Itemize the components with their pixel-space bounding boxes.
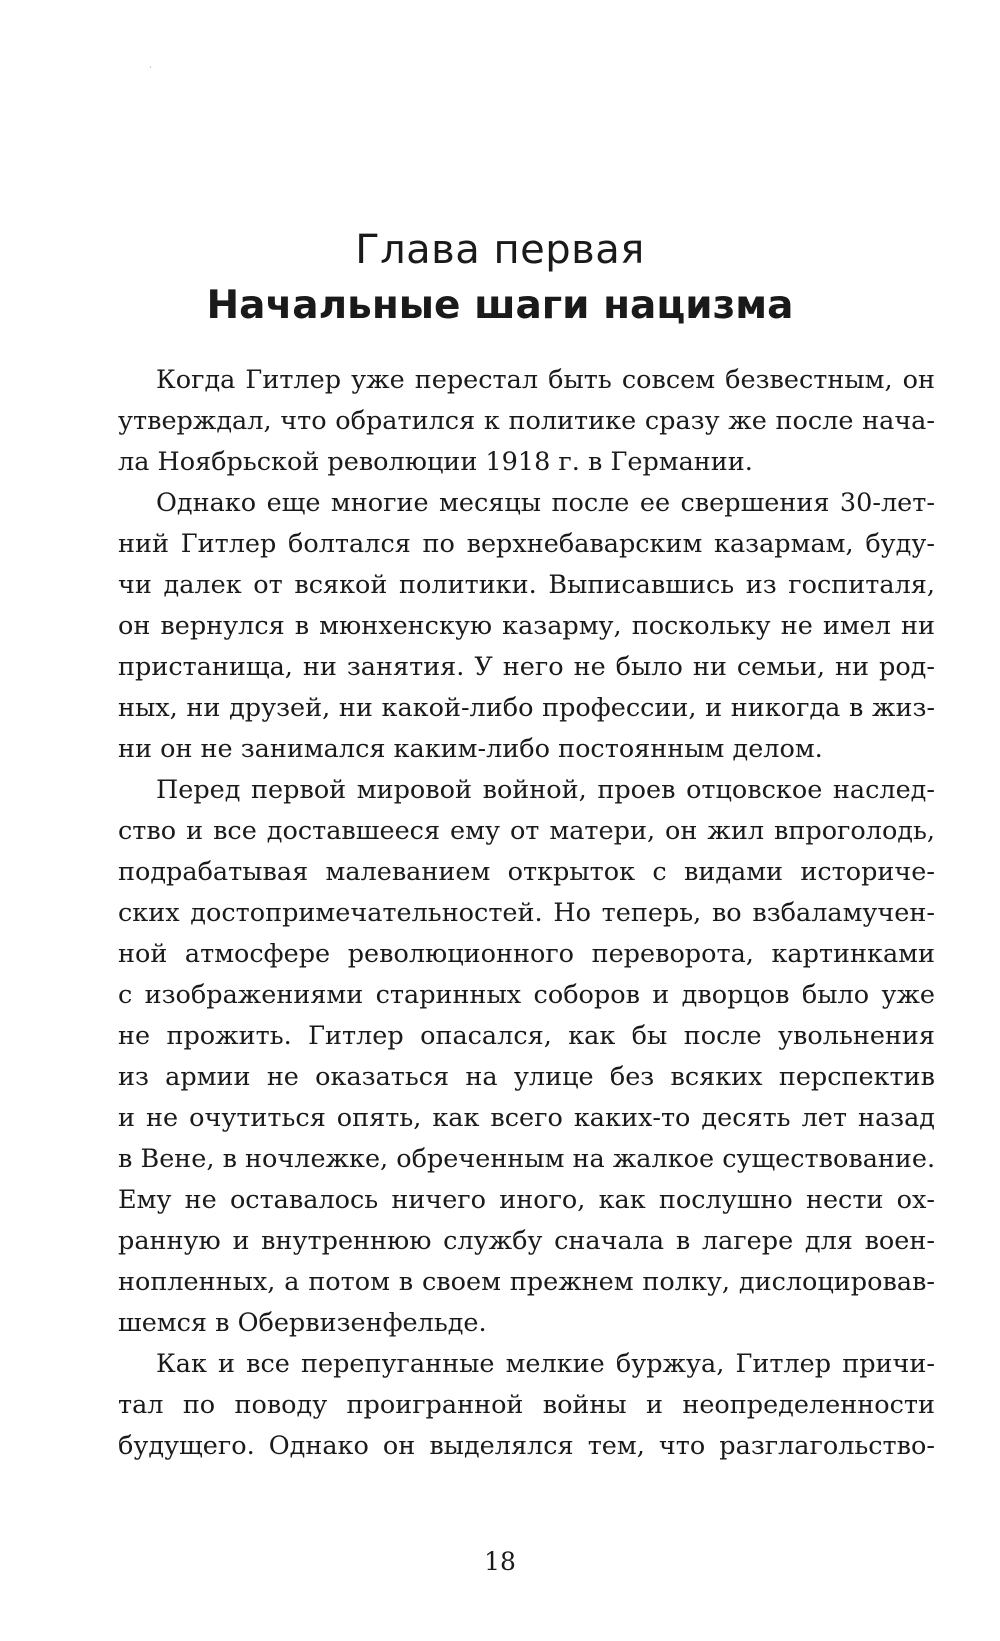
text-line: Как и все перепуганные мелкие буржуа, Гитлер причи-: [156, 1349, 935, 1379]
text-line: ний Гитлер болтался по верхнебаварским казармам, буду-: [118, 529, 935, 559]
text-line: утверждал, что обратился к политике сразу же после нача-: [118, 406, 935, 436]
scan-speck: [150, 66, 151, 68]
paragraph: [118, 483, 935, 770]
text-line: ских достопримечательностей. Но теперь, во взбаламучен-: [118, 898, 935, 928]
text-line: не прожить. Гитлер опасался, как бы после увольнения: [118, 1021, 935, 1051]
text-line: тал по поводу проигранной войны и неопределенности: [118, 1390, 935, 1420]
text-line: ных, ни друзей, ни какой-либо профессии, и никогда в жиз-: [118, 693, 935, 723]
page-number: 18: [484, 1547, 516, 1576]
chapter-title: Начальные шаги нацизма: [206, 283, 794, 328]
paragraph: [118, 770, 935, 1344]
paragraph: [118, 360, 935, 483]
text-line: Перед первой мировой войной, проев отцовское наслед-: [156, 775, 935, 805]
text-line: шемся в Обервизенфельде.: [118, 1308, 487, 1338]
text-line: Когда Гитлер уже перестал быть совсем безвестным, он: [156, 365, 935, 395]
text-line: ранную и внутреннюю службу сначала в лагере для воен-: [118, 1226, 935, 1256]
chapter-label: Глава первая: [355, 227, 645, 273]
text-line: Однако еще многие месяцы после ее свершения 30-лет-: [156, 488, 935, 518]
paragraph: [118, 1344, 935, 1467]
text-line: ни он не занимался каким-либо постоянным делом.: [118, 734, 823, 764]
text-line: подрабатывая малеванием открыток с видами историче-: [118, 857, 935, 887]
text-line: ла Ноябрьской революции 1918 г. в Германии.: [118, 447, 753, 477]
text-line: из армии не оказаться на улице без всяких перспектив: [118, 1062, 935, 1092]
text-line: чи далек от всякой политики. Выписавшись из госпиталя,: [118, 570, 935, 600]
text-line: будущего. Однако он выделялся тем, что разглагольство-: [118, 1431, 935, 1461]
text-line: он вернулся в мюнхенскую казарму, поскольку не имел ни: [118, 611, 935, 641]
text-line: с изображениями старинных соборов и дворцов было уже: [118, 980, 935, 1010]
text-line: и не очутиться опять, как всего каких-то десять лет назад: [118, 1103, 935, 1133]
text-line: пристанища, ни занятия. У него не было ни семьи, ни род-: [118, 652, 935, 682]
text-line: Ему не оставалось ничего иного, как послушно нести ох-: [118, 1185, 935, 1215]
text-line: ной атмосфере революционного переворота, картинками: [118, 939, 935, 969]
text-line: в Вене, в ночлежке, обреченным на жалкое существование.: [118, 1144, 936, 1174]
text-line: ство и все доставшееся ему от матери, он жил впроголодь,: [118, 816, 935, 846]
text-line: нопленных, а потом в своем прежнем полку, дислоцировав-: [118, 1267, 935, 1297]
body-text: [118, 360, 935, 1467]
